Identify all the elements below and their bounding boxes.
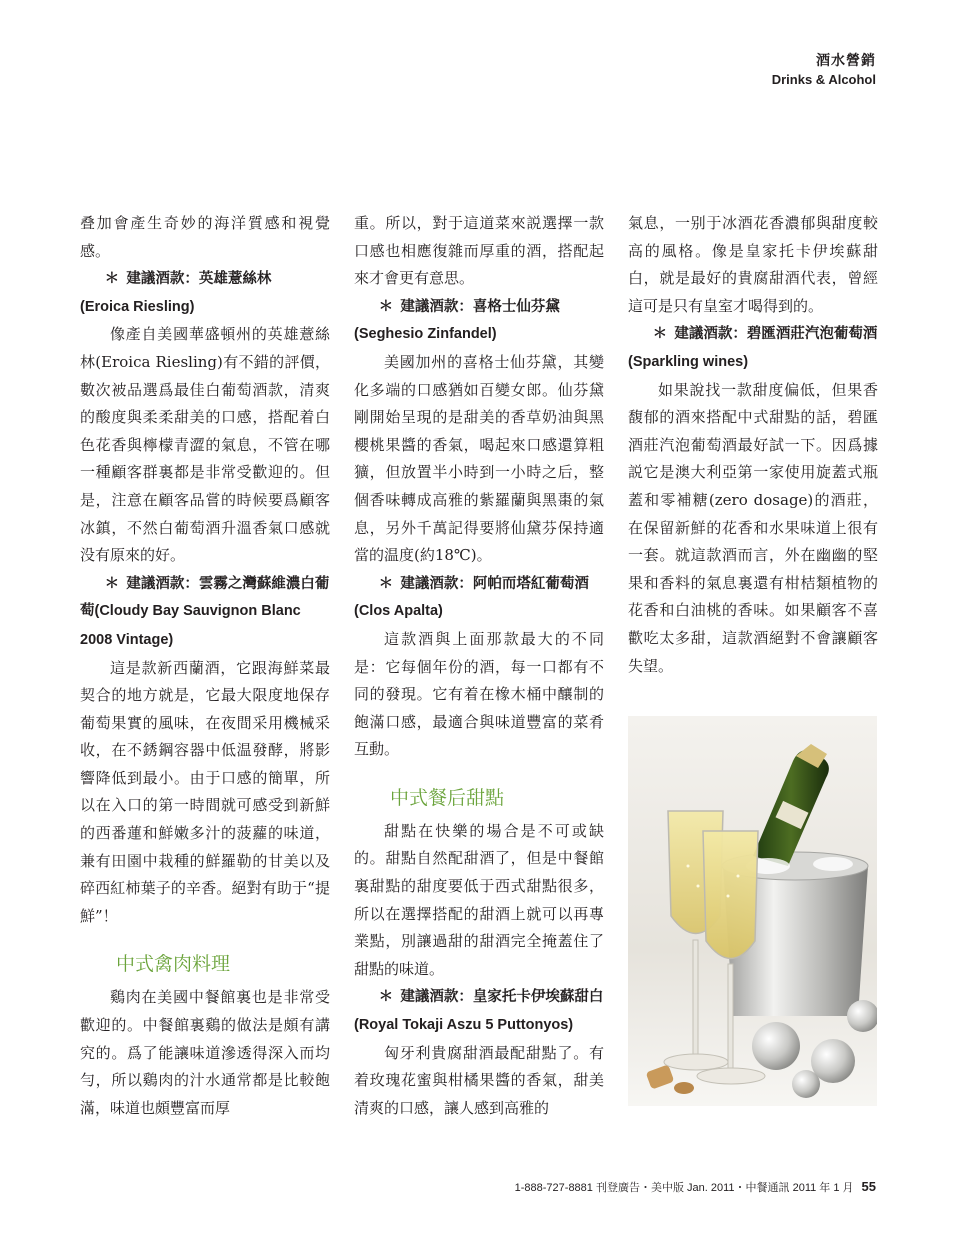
recommendation-title: 建議酒款：皇家托卡伊埃蘇甜白 [400, 988, 604, 1006]
section-heading: 中式餐后甜點 [390, 786, 505, 809]
wine-name: (Cloudy Bay Sauvignon Blanc 2008 Vintage) [80, 603, 301, 648]
paragraph: 甜點在快樂的場合是不可或缺的。甜點自然配甜酒了，但是中餐館裏甜點的甜度要低于西式甜點很多，所以在選擇搭配的甜酒上就可以再專業點，別讓過甜的甜酒完全掩蓋住了甜點的味道。 [354, 821, 604, 978]
paragraph: 像產自美國華盛頓州的英雄薏絲林(Eroica Riesling)有不錯的評價，數次被品選爲最佳白葡萄酒款，清爽的酸度與柔柔甜美的口感，搭配着白色花香與檸檬青澀的氣息，不管在哪一種顧客群裏都是非常受歡迎的。但是，注意在顧客品嘗的時候要爲顧客冰鎮，不然白葡萄酒升溫香氣口感就没有原來的好。 [80, 325, 330, 565]
section-heading: 中式禽肉料理 [116, 953, 231, 976]
paragraph: 這款酒與上面那款最大的不同是：它每個年份的酒，每一口都有不同的發現。它有着在橡木桶中釀制的飽滿口感，最適合與味道豐富的菜肴互動。 [354, 629, 604, 759]
paragraph: 重。所以，對于這道菜來説選擇一款口感也相應復雜而厚重的酒，搭配起來才會更有意思。 [354, 214, 604, 288]
wine-name: (Royal Tokaji Aszu 5 Puttonyos) [354, 1017, 574, 1034]
wine-name: (Sparkling wines) [628, 353, 749, 370]
asterisk-icon: ＊ [378, 297, 394, 315]
wine-recommendation [354, 293, 604, 349]
wine-recommendation [80, 570, 330, 655]
paragraph: 鷄肉在美國中餐館裏也是非常受歡迎的。中餐館裏鷄的做法是頗有講究的。爲了能讓味道滲透得深入而均勻，所以鷄肉的汁水通常都是比較飽滿，味道也頗豐富而厚 [80, 988, 330, 1117]
article-column-1 [80, 210, 330, 1122]
wine-recommendation [80, 265, 330, 321]
paragraph: 匈牙利貴腐甜酒最配甜點了。有着玫瑰花蜜與柑橘果醬的香氣，甜美清爽的口感，讓人感到高雅的 [354, 1043, 604, 1117]
wine-recommendation [354, 983, 604, 1039]
wine-name: (Eroica Riesling) [80, 298, 195, 315]
page-footer [470, 1179, 876, 1195]
wine-name: (Clos Apalta) [354, 603, 443, 620]
asterisk-icon: ＊ [378, 574, 394, 592]
paragraph: 叠加會產生奇妙的海洋質感和視覺感。 [80, 214, 330, 260]
recommendation-title: 建議酒款：雲霧之灣蘇維濃白葡萄 [80, 574, 330, 620]
recommendation-title: 建議酒款：喜格士仙芬黛 [400, 297, 560, 315]
page-number: 55 [861, 1179, 876, 1194]
asterisk-icon: ＊ [104, 270, 120, 288]
article-column-2 [354, 210, 604, 1122]
champagne-illustration [628, 716, 877, 1106]
asterisk-icon: ＊ [652, 325, 668, 343]
section-subtitle: Drinks & Alcohol [771, 72, 876, 87]
asterisk-icon: ＊ [378, 988, 394, 1006]
paragraph: 如果說找一款甜度偏低，但果香馥郁的酒來搭配中式甜點的話，碧匯酒莊汽泡葡萄酒最好試一下。因爲據説它是澳大利亞第一家使用旋蓋式瓶蓋和零補糖(zero dosage)的酒莊，在保留新鮮的花香和水果味道上很有一套。就這款酒而言，外在幽幽的堅果和香料的氣息裏還有柑桔類植物的花香和白油桃的香味。如果顧客不喜歡吃太多甜，這款酒絕對不會讓顧客失望。 [628, 380, 878, 675]
paragraph: 這是款新西蘭酒，它跟海鮮菜最契合的地方就是，它最大限度地保存葡萄果實的風味，在夜間采用機械采收，在不銹鋼容器中低温發酵，將影響降低到最小。由于口感的簡單，所以在入口的第一時間就可感受到新鮮的西番蓮和鮮嫩多汁的菠蘿的味道，兼有田園中栽種的鮮羅勒的甘美以及碎西紅柿葉子的辛香。絕對有助于“提鮮”！ [80, 658, 330, 925]
footer-info: 1-888-727-8881 刊登廣告・美中版 Jan. 2011・中餐通訊 2011 年 1 月 [514, 1182, 854, 1194]
asterisk-icon: ＊ [104, 574, 120, 592]
paragraph: 美國加州的喜格士仙芬黛，其變化多端的口感猶如百變女郎。仙芬黛剛開始呈現的是甜美的香草奶油與黑櫻桃果醬的香氣，喝起來口感還算粗獷，但放置半小時到一小時之后，整個香味轉成高雅的紫羅蘭與黑棗的氣息，另外千萬記得要將仙黛芬保持適當的温度(約18℃)。 [354, 352, 604, 565]
paragraph: 氣息，一别于冰酒花香濃郁與甜度較高的風格。像是皇家托卡伊埃蘇甜白，就是最好的貴腐甜酒代表，曾經這可是只有皇室才喝得到的。 [628, 214, 878, 315]
champagne-photo [628, 716, 877, 1106]
recommendation-title: 建議酒款：英雄薏絲林 [126, 270, 272, 288]
page-header [772, 50, 876, 87]
recommendation-title: 建議酒款：碧匯酒莊汽泡葡萄酒 [674, 325, 878, 343]
recommendation-title: 建議酒款：阿帕而塔紅葡萄酒 [400, 574, 589, 592]
section-title: 酒水營銷 [816, 53, 876, 69]
wine-recommendation [628, 320, 878, 376]
wine-recommendation [354, 570, 604, 626]
article-column-3 [628, 210, 878, 680]
wine-name: (Seghesio Zinfandel) [354, 326, 497, 343]
